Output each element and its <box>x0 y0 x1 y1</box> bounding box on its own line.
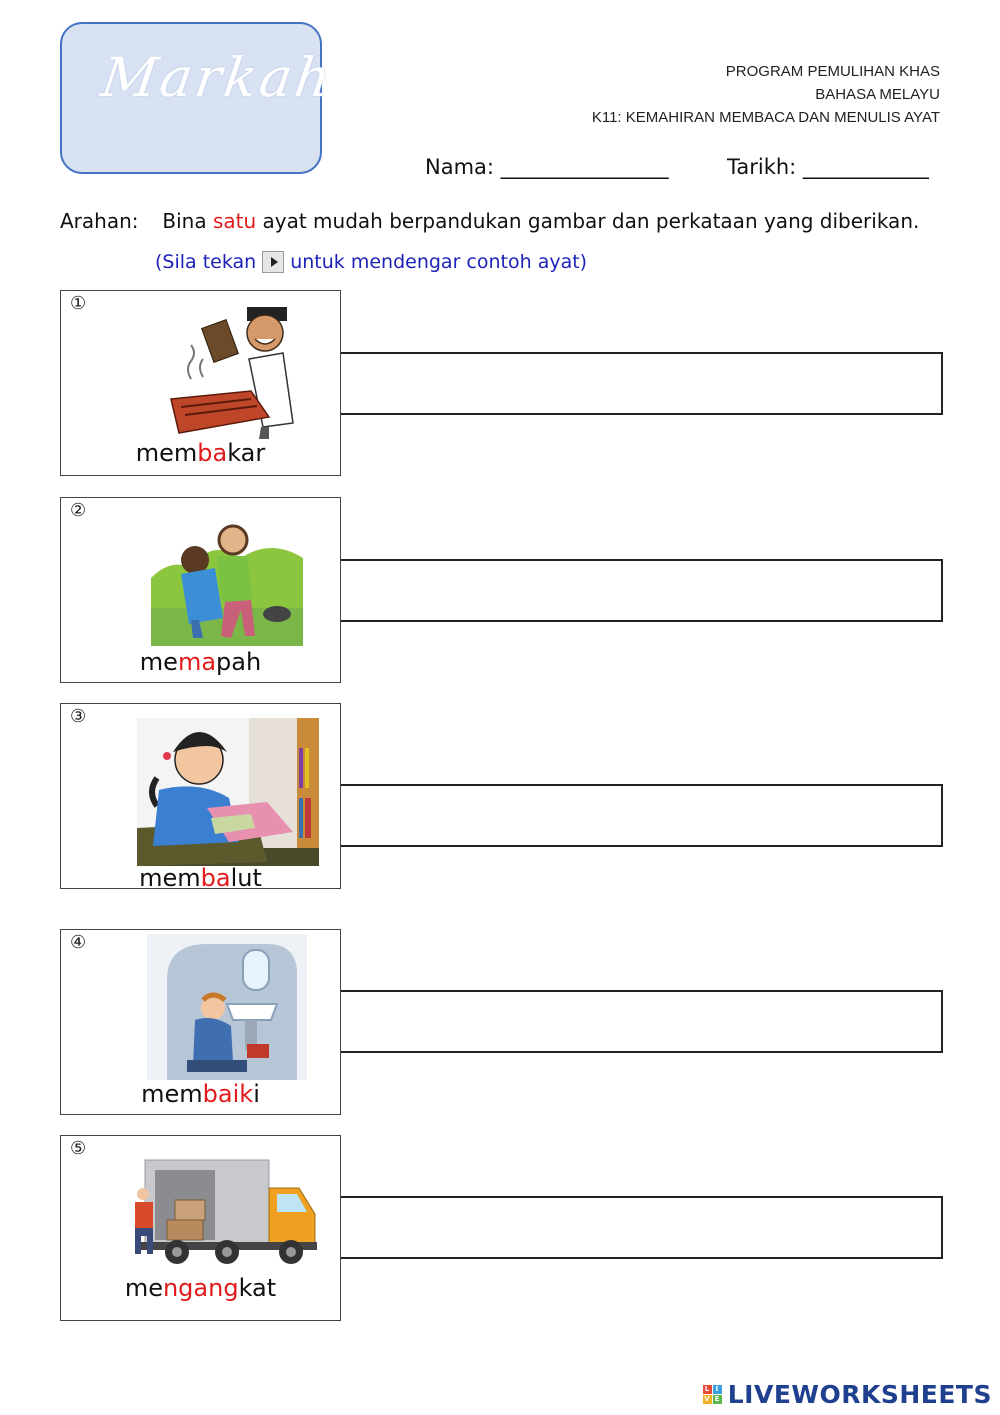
word-prefix: mem <box>135 439 198 467</box>
picture-man-repairing-sink <box>147 934 307 1080</box>
logo-letter: I <box>713 1385 722 1394</box>
answer-field-3[interactable] <box>341 784 943 847</box>
item-number: ⑤ <box>70 1138 87 1159</box>
item-number: ④ <box>70 932 87 953</box>
item-word <box>61 1080 340 1108</box>
audio-instructions <box>155 251 587 273</box>
nama-field[interactable] <box>425 155 669 179</box>
item-number: ③ <box>70 706 87 727</box>
liveworksheets-logo <box>703 1380 992 1409</box>
item-card-2 <box>60 497 341 683</box>
audio-instructions-before: (Sila tekan <box>155 251 257 273</box>
answer-input-5[interactable] <box>341 1198 941 1257</box>
answer-input-1[interactable] <box>341 354 941 413</box>
picture-boy-supporting-friend <box>151 508 303 646</box>
word-suffix: kat <box>238 1274 277 1302</box>
instructions-text-before: Bina <box>162 209 207 233</box>
word-suffix: kar <box>227 439 266 467</box>
answer-input-3[interactable] <box>341 786 941 845</box>
instructions-highlight: satu <box>212 209 257 233</box>
tarikh-label: Tarikh: <box>727 155 797 179</box>
skill-title: K11: KEMAHIRAN MEMBACA DAN MENULIS AYAT <box>591 109 940 126</box>
item-card-3 <box>60 703 341 892</box>
word-highlight: ngang <box>162 1274 239 1302</box>
word-suffix: i <box>253 1080 260 1108</box>
answer-input-2[interactable] <box>341 561 941 620</box>
item-card-5 <box>60 1135 341 1321</box>
instructions-text-after: ayat mudah berpandukan gambar dan perkataan yang diberikan. <box>262 209 920 233</box>
nama-label: Nama: <box>425 155 494 179</box>
subject-title: BAHASA MELAYU <box>815 86 940 103</box>
item-word <box>61 864 340 892</box>
picture-girl-wrapping-book <box>137 718 319 866</box>
markah-label: Markah <box>97 46 338 109</box>
logo-letter: L <box>703 1385 712 1394</box>
logo-grid-icon <box>703 1385 722 1404</box>
answer-field-4[interactable] <box>341 990 943 1053</box>
item-word <box>61 1274 340 1302</box>
answer-input-4[interactable] <box>341 992 941 1051</box>
item-number: ① <box>70 293 87 314</box>
answer-field-1[interactable] <box>341 352 943 415</box>
play-audio-button[interactable] <box>262 251 284 273</box>
word-highlight: baik <box>202 1080 254 1108</box>
word-prefix: mem <box>141 1080 203 1108</box>
word-suffix: lut <box>230 864 262 892</box>
word-prefix: me <box>124 1274 163 1302</box>
instructions <box>60 209 919 233</box>
answer-field-2[interactable] <box>341 559 943 622</box>
item-card-4 <box>60 929 341 1115</box>
instructions-label: Arahan: <box>60 209 139 233</box>
logo-letter: E <box>714 1395 720 1403</box>
item-word <box>61 648 340 676</box>
word-highlight: ba <box>197 439 228 467</box>
word-prefix: mem <box>139 864 201 892</box>
audio-instructions-after: untuk mendengar contoh ayat) <box>290 251 588 273</box>
picture-man-lifting-boxes-truck <box>131 1154 323 1266</box>
word-prefix: me <box>139 648 178 676</box>
answer-field-5[interactable] <box>341 1196 943 1259</box>
word-highlight: ba <box>200 864 231 892</box>
logo-letter: V <box>704 1395 711 1403</box>
word-highlight: ma <box>177 648 217 676</box>
markah-box <box>60 22 338 174</box>
picture-man-grilling <box>161 299 301 439</box>
program-title: PROGRAM PEMULIHAN KHAS <box>725 63 940 80</box>
item-card-1 <box>60 290 341 476</box>
tarikh-field[interactable] <box>727 155 929 179</box>
brand-name: LIVEWORKSHEETS <box>727 1380 992 1409</box>
tarikh-blank[interactable]: ____________ <box>802 155 929 179</box>
item-word <box>61 439 340 467</box>
nama-blank[interactable]: ________________ <box>500 155 669 179</box>
word-suffix: pah <box>216 648 262 676</box>
item-number: ② <box>70 500 87 521</box>
